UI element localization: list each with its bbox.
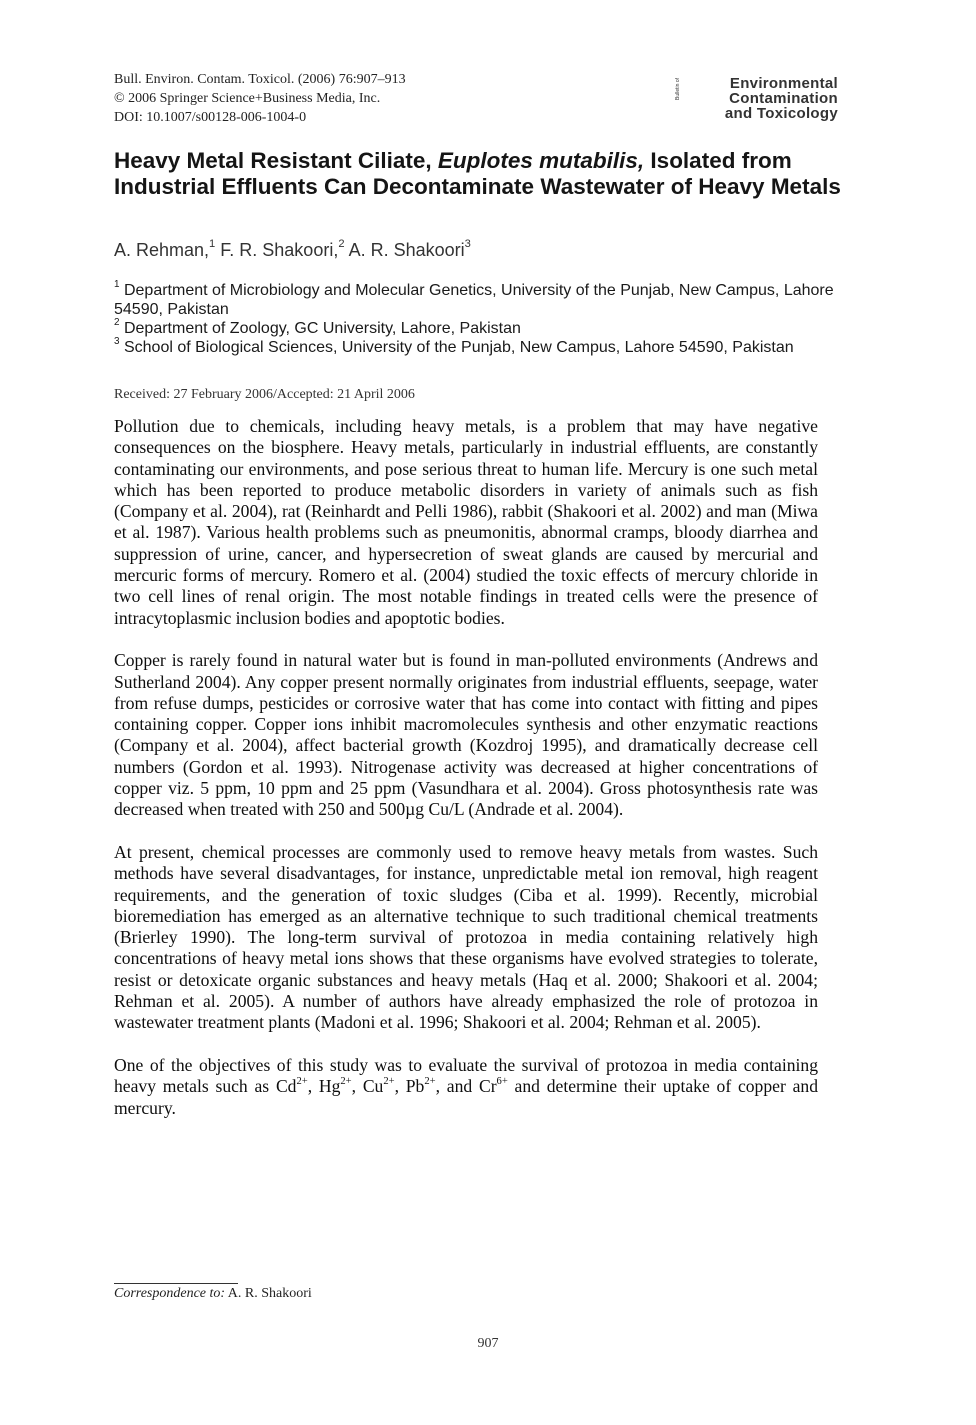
author-affiliation-mark: 3 (464, 238, 471, 251)
title-part-1: Heavy Metal Resistant Ciliate, (114, 148, 438, 173)
journal-logo-line-3: and Toxicology (724, 105, 838, 122)
body-paragraph: Pollution due to chemicals, including heavy metals, is a problem that may have negative consequences on the biosphere. Heavy metals, particularly in industrial effluents, are constantly contaminating our environments, and pose serious threat to human life. Mercury is one such metal which has been reported to produce metabolic disorders in variety of animals such as fish (Company et al. 2004), rat (Reinhardt and Pelli 1986), rabbit (Shakoori et al. 2002) and man (Miwa et al. 1987). Various health problems such as pneumonitis, abnormal cramps, bloody diarrhea and suppression of urine, cancer, and hypersecretion of sweat glands are caused by mercurial and mercuric forms of mercury. Romero et al. (2004) studied the toxic effects of mercury chloride in two cell lines of renal origin. The most notable findings in treated cells were the presence of intracytoplasmic inclusion bodies and apoptotic bodies. (114, 416, 818, 628)
affiliations (114, 281, 844, 357)
title-species-name: Euplotes mutabilis, (437, 148, 645, 173)
doi-line: DOI: 10.1007/s00128-006-1004-0 (114, 110, 307, 125)
author-affiliation-mark: 1 (209, 238, 216, 251)
footnote-label: Correspondence to: (114, 1286, 226, 1301)
received-accepted-dates: Received: 27 February 2006/Accepted: 21 April 2006 (114, 387, 415, 402)
author-name: A. R. Shakoori (348, 240, 465, 260)
page-number: 907 (477, 1336, 499, 1351)
article-title (114, 148, 854, 200)
affiliation (114, 338, 844, 357)
author-name: F. R. Shakoori, (220, 240, 339, 260)
journal-citation: Bull. Environ. Contam. Toxicol. (2006) 76:907–913 (114, 72, 406, 87)
footnote-divider (114, 1283, 238, 1284)
body-paragraph: At present, chemical processes are commonly used to remove heavy metals from wastes. Such methods have several disadvantages, for instance, unpredictable metal ion removal, high reagent requirements, and the generation of toxic sludges (Ciba et al. 1999). Recently, microbial bioremediation has emerged as an alternative technique to such traditional chemical treatments (Brierley 1990). The long-term survival of protozoa in media containing relatively high concentrations of heavy metal ions shows that these organisms have evolved strategies to tolerate, resist or detoxicate organic substances and heavy metals (Haq et al. 2000; Shakoori et al. 2004; Rehman et al. 2005). A number of authors have already emphasized the role of protozoa in wastewater treatment plants (Madoni et al. 1996; Shakoori et al. 2004; Rehman et al. 2005). (114, 841, 818, 1033)
footnote-name: A. R. Shakoori (225, 1286, 312, 1301)
journal-logo (676, 76, 838, 126)
copyright-line: © 2006 Springer Science+Business Media, Inc. (114, 91, 381, 106)
author-name: A. Rehman, (114, 240, 210, 260)
article-body (114, 416, 818, 1140)
affiliation-text: Department of Microbiology and Molecular Genetics, University of the Punjab, New Campus, Lahore 54590, Pakistan (114, 282, 834, 318)
ion-hg: $Hg^{2+}$, (318, 1075, 363, 1097)
body-paragraph (114, 1055, 818, 1119)
correspondence-footnote (114, 1285, 312, 1303)
ion-cu: $Cu^{2+}$, (362, 1075, 406, 1097)
journal-logo-side-text: Bulletin of (675, 78, 681, 100)
affiliation-mark: 2 (114, 317, 120, 329)
article-header (114, 70, 838, 130)
author-list (114, 238, 471, 262)
affiliation-text: School of Biological Sciences, University of the Punjab, New Campus, Lahore 54590, Pakistan (123, 339, 794, 356)
affiliation (114, 319, 844, 338)
affiliation (114, 281, 844, 319)
paragraph-text: One of the objectives of this study was to evaluate the survival of protozoa in media containing heavy metals such as (114, 1054, 818, 1097)
affiliation-text: Department of Zoology, GC University, Lahore, Pakistan (123, 320, 521, 337)
journal-logo-line-2: Contamination (729, 90, 838, 107)
author-affiliation-mark: 2 (338, 238, 345, 251)
affiliation-mark: 1 (114, 279, 120, 291)
affiliation-mark: 3 (114, 336, 120, 348)
ion-cd: $Cd^{2+}$, (275, 1075, 319, 1097)
paragraph-text: and determine their uptake of copper and mercury. (114, 1076, 818, 1118)
journal-logo-line-1: Environmental (729, 75, 838, 92)
ion-pb: $Pb^{2+}$, and (405, 1075, 479, 1097)
ion-cr: $Cr^{6+}$ (478, 1075, 508, 1097)
citation-block (114, 70, 406, 127)
body-paragraph: Copper is rarely found in natural water but is found in man-polluted environments (Andrews and Sutherland 2004). Any copper present normally originates from industrial effluents, seepage, water from refuse dumps, pesticides or corrosive water that has come into contact with fitting and pipes containing copper. Copper ions inhibit macromolecules synthesis and other enzymatic reactions (Company et al. 2004), affect bacterial growth (Kozdroj 1995), and dramatically decrease cell numbers (Gordon et al. 1993). Nitrogenase activity was decreased at higher concentrations of copper viz. 5 ppm, 10 ppm and 25 ppm (Vasundhara et al. 2004). Gross photosynthesis rate was decreased when treated with 250 and 500µg Cu/L (Andrade et al. 2004). (114, 650, 818, 820)
title-part-2: Isolated from Industrial Effluents Can Decontaminate Wastewater of Heavy Metals (114, 148, 841, 199)
